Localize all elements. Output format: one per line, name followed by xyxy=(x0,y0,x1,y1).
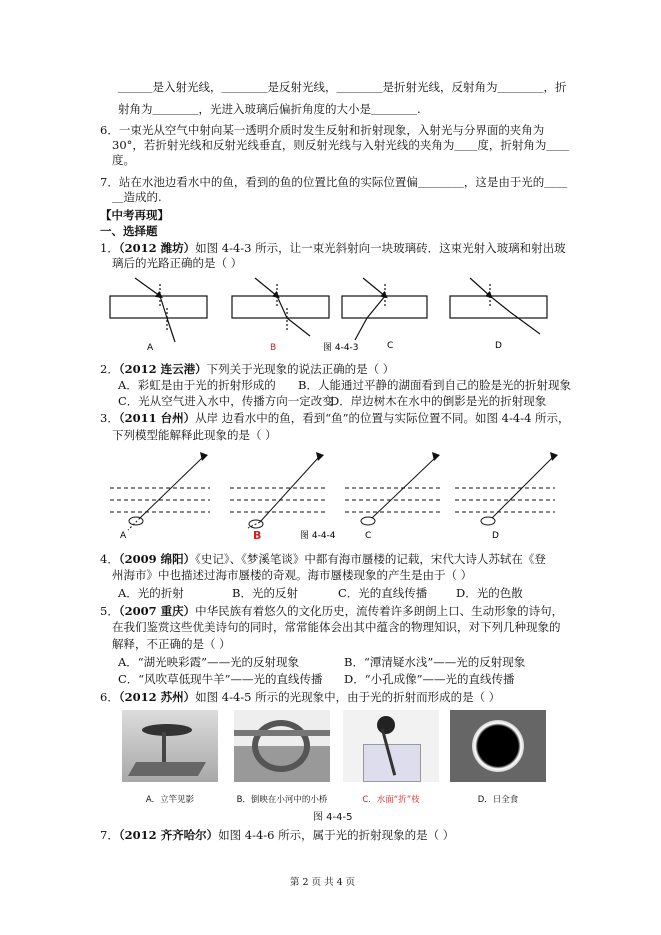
fig443-label-a: A xyxy=(147,343,154,353)
m4-option-a: A．光的折射 xyxy=(118,586,184,600)
photo-a-label: A．立竿见影 xyxy=(145,795,195,805)
m7-number: 7． xyxy=(100,828,119,842)
photo-b-bridge xyxy=(234,710,330,782)
m5-option-b: B．“潭清疑水浅”——光的反射现象 xyxy=(344,655,526,669)
photo-c-label: C．水面“折”枝 xyxy=(362,795,420,805)
q7-line-2: ＿造成的. xyxy=(112,190,162,204)
m2-option-d: D．岸边树木在水中的倒影是光的折射现象 xyxy=(330,394,547,408)
m5-source: （2007 重庆） xyxy=(118,604,196,618)
q6-line-2: 30°，若折射光线和反射光线垂直，则反射光线与入射光线的夹角为＿＿度，折射角为＿＿ xyxy=(112,138,570,152)
fig443-label-b: B xyxy=(270,343,277,353)
m2-option-a: A．彩虹是由于光的折射形成的 xyxy=(118,378,276,392)
m5-option-d: D．“小孔成像”——光的直线传播 xyxy=(344,672,515,686)
m2-number: 2． xyxy=(100,362,119,376)
m2-text: 下列关于光现象的说法正确的是（ ） xyxy=(206,362,395,376)
m3-number: 3． xyxy=(100,411,119,425)
photo-c-bent-branch xyxy=(343,710,439,782)
m1-text: 如图 4-4-3 所示，让一束光斜射向一块玻璃砖．这束光射入玻璃和射出玻 xyxy=(195,241,566,255)
m5-line-2: 在我们鉴赏这些优美诗句的同时，常常能体会出其中蕴含的物理知识，对下列几种现象的 xyxy=(112,620,561,634)
m6-line-1 xyxy=(100,690,500,704)
m5-text: 中华民族有着悠久的文化历史，流传着许多朗朗上口、生动形象的诗句， xyxy=(195,604,564,618)
m1-source: （2012 潍坊） xyxy=(118,241,196,255)
m4-text: 《史记》、《梦溪笔谈》中都有海市蜃楼的记载，宋代大诗人苏轼在《登 xyxy=(195,552,546,566)
m2-source: （2012 连云港） xyxy=(118,362,207,376)
m6-text: 如图 4-4-5 所示的光现象中，由于光的折射而形成的是（ ） xyxy=(195,690,501,704)
m3-source: （2011 台州） xyxy=(118,411,196,425)
figure-4-4-3 xyxy=(105,272,555,354)
fig444-caption: 图 4-4-4 xyxy=(300,531,336,541)
fig445-caption: 图 4-4-5 xyxy=(313,812,353,823)
photo-b-label: B．倒映在小河中的小桥 xyxy=(236,795,328,805)
m1-line-2: 璃后的光路正确的是（ ） xyxy=(112,256,243,270)
m7-line-1 xyxy=(100,828,454,842)
photo-d-label: D．日全食 xyxy=(477,795,519,805)
m6-source: （2012 苏州） xyxy=(118,690,196,704)
m5-line-3: 解释，不正确的是（ ） xyxy=(112,637,231,651)
m4-option-c: C．光的直线传播 xyxy=(338,586,428,600)
m7-text: 如图 4-4-6 所示，属于光的折射现象的是（ ） xyxy=(218,828,455,842)
m4-option-b: B．光的反射 xyxy=(232,586,298,600)
m4-source: （2009 绵阳） xyxy=(118,552,196,566)
m2-line-1 xyxy=(100,362,394,376)
q7-line-1: 7．站在水池边看水中的鱼，看到的鱼的位置比鱼的实际位置偏＿＿＿＿，这是由于光的＿＿ xyxy=(100,175,568,189)
figure-4-4-4 xyxy=(110,448,560,543)
q6-line-3: 度。 xyxy=(112,153,135,167)
fig444-label-d: D xyxy=(492,531,499,541)
m6-number: 6． xyxy=(100,690,119,704)
m5-number: 5． xyxy=(100,604,119,618)
m5-option-c: C．“风吹草低现牛羊”——光的直线传播 xyxy=(118,672,323,686)
section-heading: 【中考再现】 xyxy=(100,208,169,222)
m1-number: 1． xyxy=(100,241,119,255)
fig443-label-c: C xyxy=(387,341,394,351)
q6-line-1: 6．一束光从空气中射向某一透明介质时发生反射和折射现象，入射光与分界面的夹角为 xyxy=(100,123,545,137)
m3-line-1 xyxy=(100,411,570,425)
photo-a-pole-shadow xyxy=(122,710,218,782)
m3-line-2: 下列模型能解释此现象的是（ ） xyxy=(112,428,277,442)
blank-line-1: ＿＿＿是入射光线，＿＿＿＿是反射光线，＿＿＿＿是折射光线，反射角为＿＿＿＿，折 xyxy=(118,80,567,94)
m5-option-a: A．“湖光映彩霞”——光的反射现象 xyxy=(118,655,300,669)
fig444-label-c: C xyxy=(365,531,372,541)
m3-text: 从岸 边看水中的鱼，看到“鱼”的位置与实际位置不同。如图 4-4-4 所示， xyxy=(195,411,570,425)
section-subheading: 一、选择题 xyxy=(100,224,158,238)
fig444-label-b: B xyxy=(253,529,262,542)
page-footer: 第 2 页 共 4 页 xyxy=(290,877,356,888)
m4-number: 4． xyxy=(100,552,119,566)
m7-source: （2012 齐齐哈尔） xyxy=(118,828,219,842)
blank-line-2: 射角为＿＿＿＿，光进入玻璃后偏折角度的大小是＿＿＿＿. xyxy=(118,102,421,116)
m4-option-d: D．光的色散 xyxy=(456,586,523,600)
photo-d-total-eclipse xyxy=(450,710,546,782)
m4-line-2: 州海市》中也描述过海市蜃楼的奇观。海市蜃楼现象的产生是由于（ ） xyxy=(112,568,473,582)
fig443-label-d: D xyxy=(495,341,502,351)
m2-option-c: C．光从空气进入水中，传播方向一定改变 xyxy=(118,394,334,408)
m1-line-1 xyxy=(100,241,566,255)
m2-option-b: B．人能通过平静的湖面看到自己的脸是光的折射现象 xyxy=(298,378,571,392)
m4-line-1 xyxy=(100,552,546,566)
fig444-label-a: A xyxy=(120,531,127,541)
fig443-caption: 图 4-4-3 xyxy=(323,343,359,353)
m5-line-1 xyxy=(100,604,563,618)
